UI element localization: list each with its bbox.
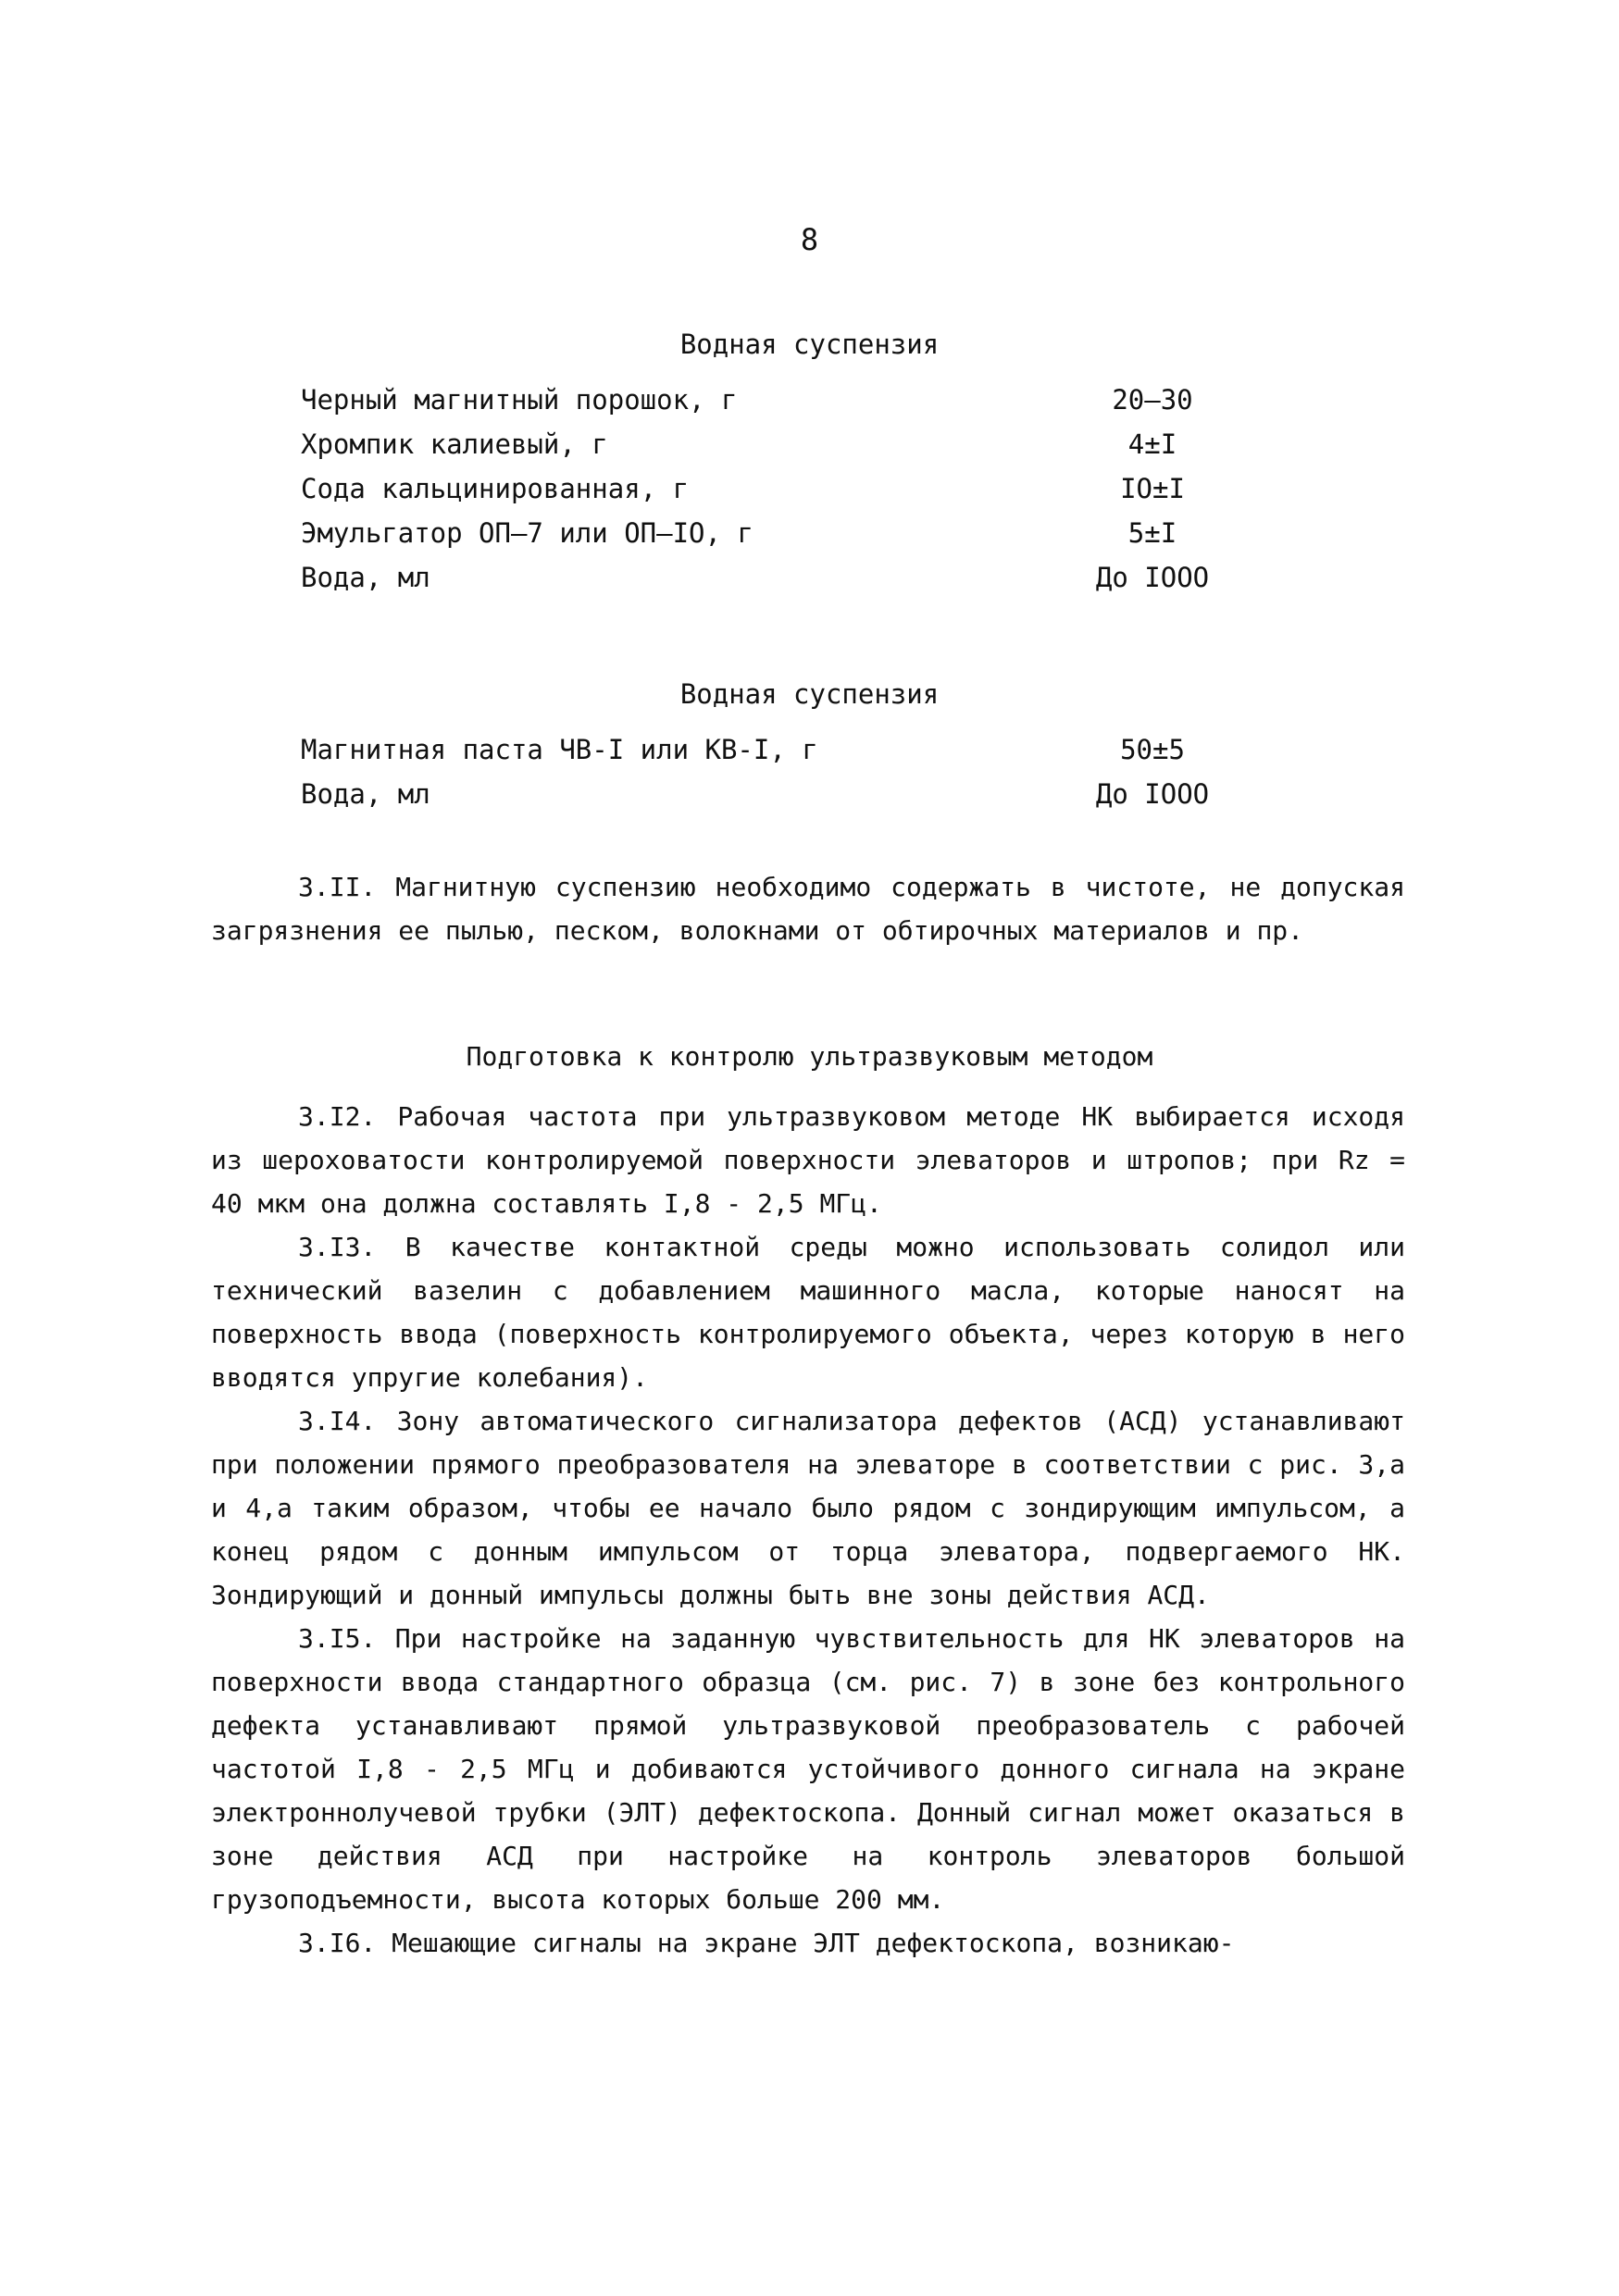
paragraph-3-16: 3.I6. Мешающие сигналы на экране ЭЛТ дефектоскопа, возникаю- [298, 1928, 1235, 1958]
ingredient-name: Черный магнитный порошок, г [301, 384, 738, 416]
suspension-1-title: Водная суспензия [679, 329, 940, 360]
paragraph-3-11: 3.II. Магнитную суспензию необходимо содержать в чистоте, не допуская загрязнения ее пылью, песком, волокнами от обтирочных материалов и пр. [211, 872, 1405, 946]
ingredient-name: Вода, мл [301, 778, 430, 810]
ingredient-name: Вода, мл [301, 562, 430, 593]
ingredient-amount: 50±5 [1120, 734, 1185, 765]
ingredient-name: Магнитная паста ЧВ-I или КВ-I, г [301, 734, 818, 765]
recipe-row [301, 511, 1245, 555]
recipe-row [301, 555, 1245, 600]
recipe-row [301, 466, 1245, 511]
paragraph-3-12: 3.I2. Рабочая частота при ультразвуковом методе НК выбирается исходя из шероховатости контролируемой поверхности элеваторов и штропов; при Rz = 40 мкм она должна составлять I,8 - 2,5 МГц. [211, 1101, 1405, 1219]
suspension-1-recipe [301, 378, 1245, 600]
paragraph-3-13: 3.I3. В качестве контактной среды можно использовать солидол или технический вазелин с добавлением машинного масла, которые наносят на поверхность ввода (поверхность контролируемого объекта, через которую в него вводятся упругие колебания). [211, 1232, 1405, 1393]
suspension-2-recipe [301, 727, 1245, 816]
suspension-2-title: Водная суспензия [679, 678, 940, 710]
ingredient-amount: IO±I [1120, 473, 1185, 504]
ingredient-amount: До IOOO [1095, 562, 1210, 593]
paragraph-3-11-block [211, 865, 1405, 952]
ingredient-amount: 20–30 [1112, 384, 1193, 416]
recipe-row [301, 727, 1245, 772]
recipe-row [301, 772, 1245, 816]
ingredient-amount: До IOOO [1095, 778, 1210, 810]
ingredient-amount: 5±I [1127, 517, 1177, 549]
ingredient-name: Эмульгатор ОП–7 или ОП–IO, г [301, 517, 753, 549]
ingredient-name: Хромпик калиевый, г [301, 428, 608, 460]
paragraph-3-15: 3.I5. При настройке на заданную чувствительность для НК элеваторов на поверхности ввода стандартного образца (см. рис. 7) в зоне без контрольного дефекта устанавливают прямой ультразвуковой преобразователь с рабочей частотой I,8 - 2,5 МГц и добиваются устойчивого донного сигнала на экране электроннолучевой трубки (ЭЛТ) дефектоскопа. Донный сигнал может оказаться в зоне действия АСД при настройке на контроль элеваторов большой грузоподъемности, высота которых больше 200 мм. [211, 1623, 1405, 1915]
page-number: 8 [800, 222, 819, 257]
paragraph-3-14: 3.I4. Зону автоматического сигнализатора дефектов (АСД) устанавливают при положении прямого преобразователя на элеваторе в соответствии с рис. 3,а и 4,а таким образом, чтобы ее начало было рядом с зондирующим импульсом, а конец рядом с донным импульсом от торца элеватора, подвергаемого НК. Зондирующий и донный импульсы должны быть вне зоны действия АСД. [211, 1406, 1405, 1610]
ingredient-name: Сода кальцинированная, г [301, 473, 690, 504]
recipe-row [301, 422, 1245, 466]
section-ultrasonic-title: Подготовка к контролю ультразвуковым методом [466, 1041, 1153, 1072]
recipe-row [301, 378, 1245, 422]
ingredient-amount: 4±I [1127, 428, 1177, 460]
section-ultrasonic-body [211, 1095, 1405, 1965]
